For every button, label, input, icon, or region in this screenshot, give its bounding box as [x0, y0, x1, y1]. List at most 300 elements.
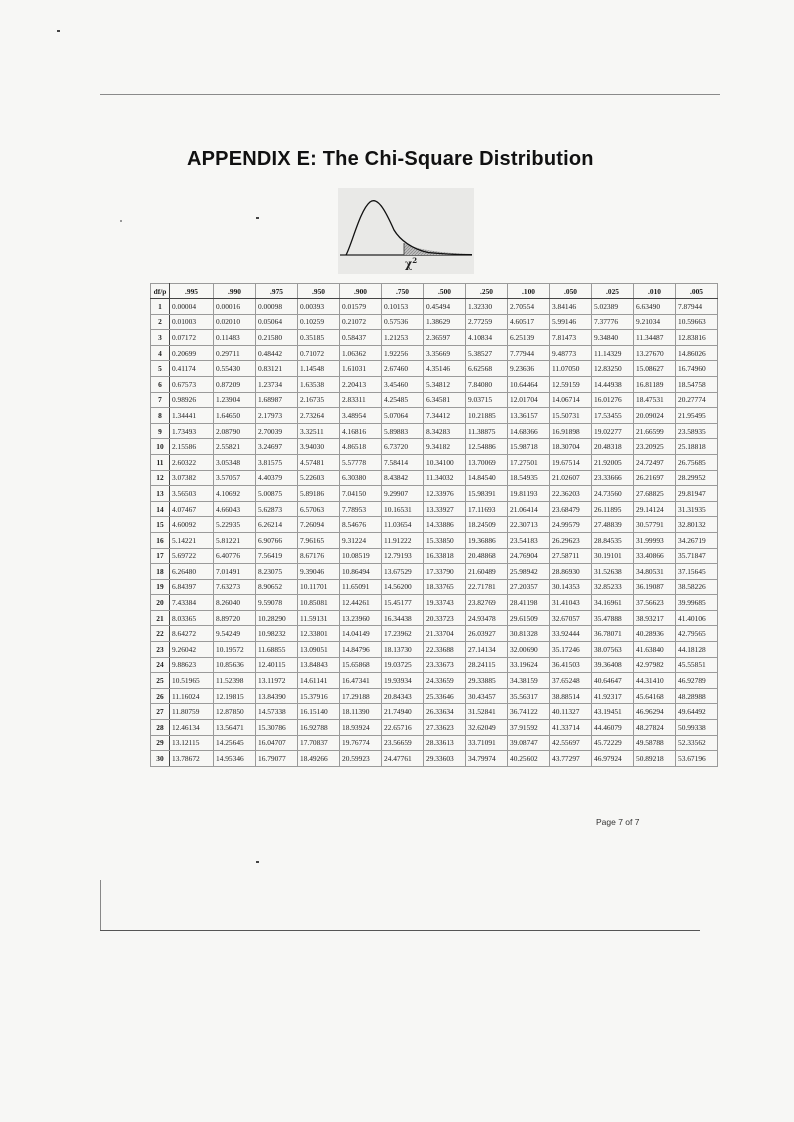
- value-cell: 12.59159: [550, 376, 592, 392]
- value-cell: 4.10692: [214, 486, 256, 502]
- value-cell: 17.11693: [466, 501, 508, 517]
- column-header: .750: [382, 284, 424, 299]
- value-cell: 17.23962: [382, 626, 424, 642]
- value-cell: 4.07467: [170, 501, 214, 517]
- value-cell: 12.19815: [214, 688, 256, 704]
- value-cell: 42.97982: [634, 657, 676, 673]
- value-cell: 9.48773: [550, 345, 592, 361]
- value-cell: 6.25139: [508, 330, 550, 346]
- value-cell: 9.26042: [170, 642, 214, 658]
- value-cell: 43.19451: [592, 704, 634, 720]
- column-header: .100: [508, 284, 550, 299]
- df-cell: 14: [151, 501, 170, 517]
- value-cell: 22.71781: [466, 579, 508, 595]
- value-cell: 20.33723: [424, 610, 466, 626]
- value-cell: 16.47341: [340, 673, 382, 689]
- value-cell: 14.04149: [340, 626, 382, 642]
- value-cell: 8.54676: [340, 517, 382, 533]
- value-cell: 38.93217: [634, 610, 676, 626]
- value-cell: 16.91898: [550, 423, 592, 439]
- value-cell: 15.08627: [634, 361, 676, 377]
- df-cell: 3: [151, 330, 170, 346]
- value-cell: 0.01579: [340, 299, 382, 315]
- df-cell: 5: [151, 361, 170, 377]
- value-cell: 49.58788: [634, 735, 676, 751]
- table-row: [151, 376, 718, 392]
- table-row: [151, 579, 718, 595]
- value-cell: 6.30380: [340, 470, 382, 486]
- value-cell: 26.29623: [550, 532, 592, 548]
- column-header: .025: [592, 284, 634, 299]
- column-header: .995: [170, 284, 214, 299]
- chi-square-table: [150, 283, 718, 767]
- table-row: [151, 564, 718, 580]
- value-cell: 0.20699: [170, 345, 214, 361]
- value-cell: 42.79565: [676, 626, 718, 642]
- value-cell: 5.69722: [170, 548, 214, 564]
- value-cell: 28.33613: [424, 735, 466, 751]
- value-cell: 14.56200: [382, 579, 424, 595]
- value-cell: 10.16531: [382, 501, 424, 517]
- value-cell: 3.24697: [256, 439, 298, 455]
- value-cell: 13.78672: [170, 751, 214, 767]
- value-cell: 1.68987: [256, 392, 298, 408]
- value-cell: 48.27824: [634, 720, 676, 736]
- value-cell: 35.56317: [508, 688, 550, 704]
- value-cell: 33.92444: [550, 626, 592, 642]
- value-cell: 11.34487: [634, 330, 676, 346]
- value-cell: 5.34812: [424, 376, 466, 392]
- value-cell: 40.64647: [592, 673, 634, 689]
- value-cell: 50.99338: [676, 720, 718, 736]
- scan-border-bottom: [100, 930, 700, 931]
- value-cell: 18.24509: [466, 517, 508, 533]
- value-cell: 30.43457: [466, 688, 508, 704]
- value-cell: 7.81473: [550, 330, 592, 346]
- value-cell: 2.55821: [214, 439, 256, 455]
- value-cell: 26.11895: [592, 501, 634, 517]
- value-cell: 0.10259: [298, 314, 340, 330]
- value-cell: 4.66043: [214, 501, 256, 517]
- value-cell: 10.64464: [508, 376, 550, 392]
- value-cell: 1.38629: [424, 314, 466, 330]
- value-cell: 11.16024: [170, 688, 214, 704]
- value-cell: 11.14329: [592, 345, 634, 361]
- table-row: [151, 361, 718, 377]
- value-cell: 9.34182: [424, 439, 466, 455]
- value-cell: 17.29188: [340, 688, 382, 704]
- value-cell: 0.10153: [382, 299, 424, 315]
- value-cell: 3.35669: [424, 345, 466, 361]
- value-cell: 13.11972: [256, 673, 298, 689]
- value-cell: 13.27670: [634, 345, 676, 361]
- value-cell: 41.40106: [676, 610, 718, 626]
- value-cell: 46.97924: [592, 751, 634, 767]
- value-cell: 9.23636: [508, 361, 550, 377]
- column-header: .950: [298, 284, 340, 299]
- scan-speck: [256, 861, 259, 863]
- value-cell: 8.67176: [298, 548, 340, 564]
- value-cell: 38.07563: [592, 642, 634, 658]
- value-cell: 44.46079: [592, 720, 634, 736]
- value-cell: 15.45177: [382, 595, 424, 611]
- value-cell: 0.02010: [214, 314, 256, 330]
- table-row: [151, 501, 718, 517]
- value-cell: 6.34581: [424, 392, 466, 408]
- column-header: .990: [214, 284, 256, 299]
- value-cell: 11.34032: [424, 470, 466, 486]
- value-cell: 20.48318: [592, 439, 634, 455]
- df-cell: 2: [151, 314, 170, 330]
- value-cell: 13.67529: [382, 564, 424, 580]
- value-cell: 33.19624: [508, 657, 550, 673]
- value-cell: 12.01704: [508, 392, 550, 408]
- value-cell: 5.22935: [214, 517, 256, 533]
- value-cell: 2.08790: [214, 423, 256, 439]
- axis-label-text: χ: [405, 257, 413, 271]
- value-cell: 4.60517: [508, 314, 550, 330]
- value-cell: 10.51965: [170, 673, 214, 689]
- value-cell: 21.06414: [508, 501, 550, 517]
- value-cell: 49.64492: [676, 704, 718, 720]
- value-cell: 11.07050: [550, 361, 592, 377]
- df-cell: 16: [151, 532, 170, 548]
- scan-speck: [256, 217, 259, 219]
- value-cell: 0.29711: [214, 345, 256, 361]
- df-cell: 23: [151, 642, 170, 658]
- df-cell: 8: [151, 408, 170, 424]
- value-cell: 39.08747: [508, 735, 550, 751]
- value-cell: 8.90652: [256, 579, 298, 595]
- value-cell: 7.84080: [466, 376, 508, 392]
- value-cell: 10.21885: [466, 408, 508, 424]
- value-cell: 11.03654: [382, 517, 424, 533]
- table-row: [151, 751, 718, 767]
- df-cell: 25: [151, 673, 170, 689]
- axis-label-superscript: 2: [412, 256, 418, 265]
- value-cell: 0.55430: [214, 361, 256, 377]
- value-cell: 29.81947: [676, 486, 718, 502]
- value-cell: 7.26094: [298, 517, 340, 533]
- value-cell: 19.93934: [382, 673, 424, 689]
- value-cell: 2.15586: [170, 439, 214, 455]
- df-cell: 6: [151, 376, 170, 392]
- value-cell: 27.14134: [466, 642, 508, 658]
- value-cell: 18.47531: [634, 392, 676, 408]
- value-cell: 1.32330: [466, 299, 508, 315]
- value-cell: 6.73720: [382, 439, 424, 455]
- value-cell: 28.86930: [550, 564, 592, 580]
- value-cell: 19.36886: [466, 532, 508, 548]
- df-cell: 11: [151, 454, 170, 470]
- value-cell: 7.77944: [508, 345, 550, 361]
- value-cell: 11.52398: [214, 673, 256, 689]
- value-cell: 15.37916: [298, 688, 340, 704]
- value-cell: 46.92789: [676, 673, 718, 689]
- value-cell: 5.89883: [382, 423, 424, 439]
- value-cell: 4.35146: [424, 361, 466, 377]
- value-cell: 30.14353: [550, 579, 592, 595]
- value-cell: 0.00004: [170, 299, 214, 315]
- value-cell: 15.50731: [550, 408, 592, 424]
- value-cell: 0.98926: [170, 392, 214, 408]
- value-cell: 16.33818: [424, 548, 466, 564]
- value-cell: 7.87944: [676, 299, 718, 315]
- value-cell: 18.54758: [676, 376, 718, 392]
- table-row: [151, 704, 718, 720]
- df-cell: 9: [151, 423, 170, 439]
- value-cell: 23.56659: [382, 735, 424, 751]
- column-header: .250: [466, 284, 508, 299]
- value-cell: 22.36203: [550, 486, 592, 502]
- value-cell: 9.03715: [466, 392, 508, 408]
- value-cell: 10.85081: [298, 595, 340, 611]
- value-cell: 26.21697: [634, 470, 676, 486]
- value-cell: 16.04707: [256, 735, 298, 751]
- value-cell: 45.72229: [592, 735, 634, 751]
- value-cell: 0.00393: [298, 299, 340, 315]
- value-cell: 6.57063: [298, 501, 340, 517]
- page-title: APPENDIX E: The Chi-Square Distribution: [187, 148, 594, 170]
- table-row: [151, 735, 718, 751]
- value-cell: 0.00016: [214, 299, 256, 315]
- value-cell: 8.43842: [382, 470, 424, 486]
- value-cell: 21.92005: [592, 454, 634, 470]
- value-cell: 0.11483: [214, 330, 256, 346]
- table-row: [151, 595, 718, 611]
- value-cell: 10.11701: [298, 579, 340, 595]
- value-cell: 34.80531: [634, 564, 676, 580]
- value-cell: 2.60322: [170, 454, 214, 470]
- value-cell: 3.57057: [214, 470, 256, 486]
- table-body: [151, 299, 718, 767]
- value-cell: 2.70554: [508, 299, 550, 315]
- value-cell: 12.40115: [256, 657, 298, 673]
- column-header: .500: [424, 284, 466, 299]
- df-cell: 28: [151, 720, 170, 736]
- value-cell: 23.33673: [424, 657, 466, 673]
- value-cell: 19.81193: [508, 486, 550, 502]
- value-cell: 43.77297: [550, 751, 592, 767]
- value-cell: 10.28290: [256, 610, 298, 626]
- value-cell: 1.63538: [298, 376, 340, 392]
- df-cell: 4: [151, 345, 170, 361]
- value-cell: 9.54249: [214, 626, 256, 642]
- value-cell: 1.14548: [298, 361, 340, 377]
- df-cell: 13: [151, 486, 170, 502]
- value-cell: 5.07064: [382, 408, 424, 424]
- value-cell: 3.05348: [214, 454, 256, 470]
- df-cell: 1: [151, 299, 170, 315]
- value-cell: 46.96294: [634, 704, 676, 720]
- scan-border-left: [100, 880, 101, 930]
- value-cell: 34.16961: [592, 595, 634, 611]
- value-cell: 27.33623: [424, 720, 466, 736]
- scan-speck: [120, 220, 122, 222]
- value-cell: 18.30704: [550, 439, 592, 455]
- value-cell: 52.33562: [676, 735, 718, 751]
- value-cell: 8.23075: [256, 564, 298, 580]
- table-row: [151, 299, 718, 315]
- value-cell: 5.89186: [298, 486, 340, 502]
- value-cell: 35.47888: [592, 610, 634, 626]
- df-cell: 29: [151, 735, 170, 751]
- value-cell: 18.11390: [340, 704, 382, 720]
- value-cell: 20.59923: [340, 751, 382, 767]
- value-cell: 14.61141: [298, 673, 340, 689]
- value-cell: 23.20925: [634, 439, 676, 455]
- df-cell: 19: [151, 579, 170, 595]
- table-row: [151, 439, 718, 455]
- value-cell: 31.52841: [466, 704, 508, 720]
- value-cell: 36.19087: [634, 579, 676, 595]
- value-cell: 34.26719: [676, 532, 718, 548]
- value-cell: 5.62873: [256, 501, 298, 517]
- value-cell: 30.57791: [634, 517, 676, 533]
- value-cell: 2.67460: [382, 361, 424, 377]
- value-cell: 10.85636: [214, 657, 256, 673]
- value-cell: 5.02389: [592, 299, 634, 315]
- value-cell: 14.95346: [214, 751, 256, 767]
- value-cell: 23.33666: [592, 470, 634, 486]
- value-cell: 22.65716: [382, 720, 424, 736]
- value-cell: 14.84540: [466, 470, 508, 486]
- value-cell: 5.22603: [298, 470, 340, 486]
- value-cell: 8.89720: [214, 610, 256, 626]
- value-cell: 3.94030: [298, 439, 340, 455]
- value-cell: 5.81221: [214, 532, 256, 548]
- value-cell: 0.41174: [170, 361, 214, 377]
- value-cell: 32.85233: [592, 579, 634, 595]
- value-cell: 21.74940: [382, 704, 424, 720]
- value-cell: 7.04150: [340, 486, 382, 502]
- value-cell: 18.33765: [424, 579, 466, 595]
- value-cell: 2.77259: [466, 314, 508, 330]
- value-cell: 15.98718: [508, 439, 550, 455]
- value-cell: 10.98232: [256, 626, 298, 642]
- value-cell: 0.67573: [170, 376, 214, 392]
- value-cell: 23.58935: [676, 423, 718, 439]
- value-cell: 1.23734: [256, 376, 298, 392]
- value-cell: 12.79193: [382, 548, 424, 564]
- value-cell: 28.24115: [466, 657, 508, 673]
- value-cell: 24.93478: [466, 610, 508, 626]
- value-cell: 0.83121: [256, 361, 298, 377]
- value-cell: 11.38875: [466, 423, 508, 439]
- value-cell: 13.84843: [298, 657, 340, 673]
- value-cell: 0.35185: [298, 330, 340, 346]
- value-cell: 5.00875: [256, 486, 298, 502]
- value-cell: 53.67196: [676, 751, 718, 767]
- value-cell: 15.65868: [340, 657, 382, 673]
- value-cell: 34.79974: [466, 751, 508, 767]
- table-row: [151, 330, 718, 346]
- value-cell: 1.92256: [382, 345, 424, 361]
- table-row: [151, 657, 718, 673]
- table-row: [151, 673, 718, 689]
- value-cell: 14.68366: [508, 423, 550, 439]
- value-cell: 12.46134: [170, 720, 214, 736]
- value-cell: 5.38527: [466, 345, 508, 361]
- value-cell: 15.33850: [424, 532, 466, 548]
- page-number: Page 7 of 7: [596, 817, 640, 827]
- value-cell: 0.21580: [256, 330, 298, 346]
- value-cell: 2.17973: [256, 408, 298, 424]
- value-cell: 6.84397: [170, 579, 214, 595]
- value-cell: 1.06362: [340, 345, 382, 361]
- value-cell: 17.33790: [424, 564, 466, 580]
- value-cell: 18.93924: [340, 720, 382, 736]
- value-cell: 42.55697: [550, 735, 592, 751]
- value-cell: 15.30786: [256, 720, 298, 736]
- value-cell: 31.31935: [676, 501, 718, 517]
- table-row: [151, 720, 718, 736]
- value-cell: 0.00098: [256, 299, 298, 315]
- value-cell: 13.23960: [340, 610, 382, 626]
- value-cell: 5.57778: [340, 454, 382, 470]
- df-cell: 21: [151, 610, 170, 626]
- value-cell: 2.36597: [424, 330, 466, 346]
- value-cell: 4.60092: [170, 517, 214, 533]
- value-cell: 24.33659: [424, 673, 466, 689]
- value-cell: 33.40866: [634, 548, 676, 564]
- value-cell: 23.68479: [550, 501, 592, 517]
- value-cell: 1.21253: [382, 330, 424, 346]
- df-cell: 15: [151, 517, 170, 533]
- value-cell: 13.56471: [214, 720, 256, 736]
- value-cell: 8.34283: [424, 423, 466, 439]
- value-cell: 3.07382: [170, 470, 214, 486]
- value-cell: 13.36157: [508, 408, 550, 424]
- value-cell: 9.34840: [592, 330, 634, 346]
- value-cell: 31.99993: [634, 532, 676, 548]
- value-cell: 16.34438: [382, 610, 424, 626]
- value-cell: 10.86494: [340, 564, 382, 580]
- value-cell: 7.01491: [214, 564, 256, 580]
- scan-border-top: [100, 94, 720, 95]
- value-cell: 27.20357: [508, 579, 550, 595]
- value-cell: 7.34412: [424, 408, 466, 424]
- value-cell: 36.41503: [550, 657, 592, 673]
- value-cell: 10.08519: [340, 548, 382, 564]
- value-cell: 30.81328: [508, 626, 550, 642]
- value-cell: 16.92788: [298, 720, 340, 736]
- value-cell: 14.25645: [214, 735, 256, 751]
- df-cell: 26: [151, 688, 170, 704]
- value-cell: 12.33976: [424, 486, 466, 502]
- value-cell: 11.91222: [382, 532, 424, 548]
- value-cell: 0.57536: [382, 314, 424, 330]
- figure-axis-label: [405, 256, 417, 271]
- value-cell: 18.13730: [382, 642, 424, 658]
- value-cell: 1.73493: [170, 423, 214, 439]
- value-cell: 22.33688: [424, 642, 466, 658]
- table-row: [151, 610, 718, 626]
- value-cell: 37.65248: [550, 673, 592, 689]
- table-row: [151, 423, 718, 439]
- value-cell: 31.52638: [592, 564, 634, 580]
- value-cell: 0.07172: [170, 330, 214, 346]
- value-cell: 28.29952: [676, 470, 718, 486]
- table-row: [151, 688, 718, 704]
- value-cell: 7.63273: [214, 579, 256, 595]
- value-cell: 18.54935: [508, 470, 550, 486]
- value-cell: 8.03365: [170, 610, 214, 626]
- value-cell: 7.78953: [340, 501, 382, 517]
- df-cell: 17: [151, 548, 170, 564]
- value-cell: 2.16735: [298, 392, 340, 408]
- value-cell: 27.58711: [550, 548, 592, 564]
